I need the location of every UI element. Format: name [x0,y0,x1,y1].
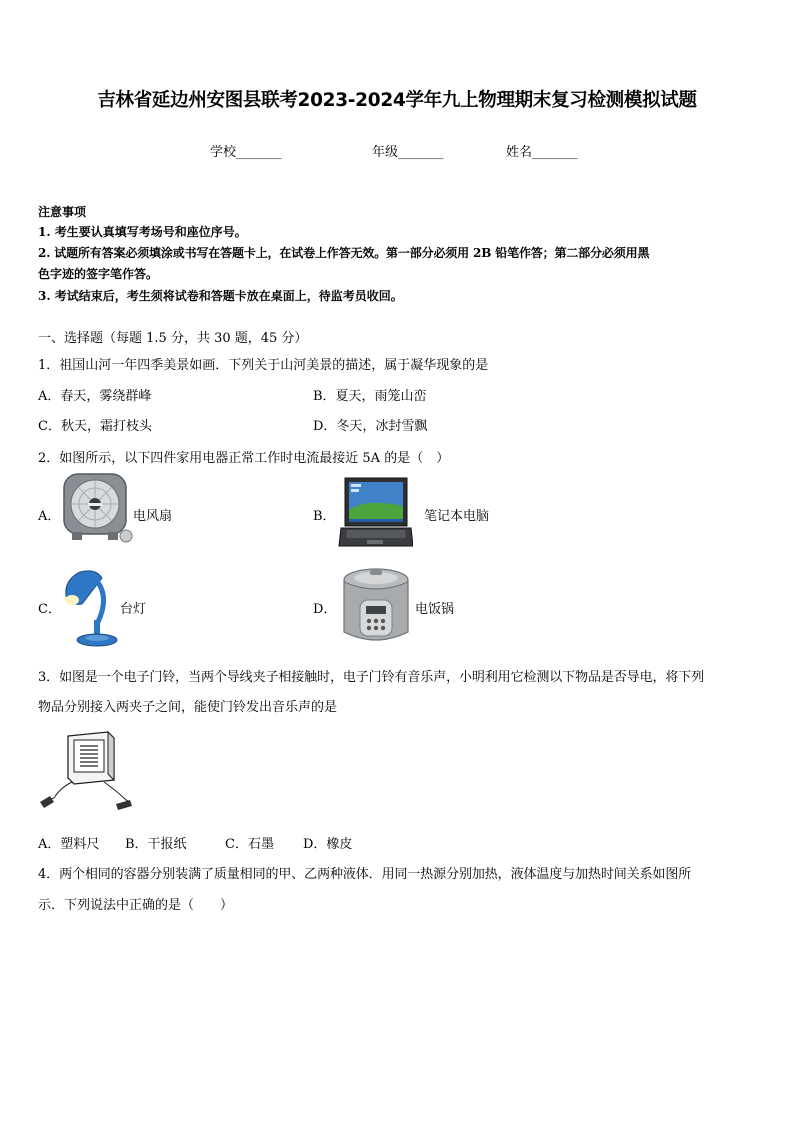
laptop-image [337,476,413,552]
question-2-stem: 2．如图所示，以下四件家用电器正常工作时电流最接近 5A 的是（ ） [38,451,450,466]
q3-option-c[interactable]: C．石墨 [225,837,274,852]
door-bell-image [38,728,138,816]
rice-cooker-image [340,566,412,648]
question-3-stem-cont: 物品分别接入两夹子之间，能使门铃发出音乐声的是 [38,700,338,715]
question-4-stem-cont: 示．下列说法中正确的是（ ） [38,898,234,913]
q3-option-d[interactable]: D．橡皮 [303,837,353,852]
desk-lamp-image [62,566,118,648]
question-1-stem: 1．祖国山河一年四季美景如画．下列关于山河美景的描述，属于凝华现象的是 [38,358,489,373]
q2-option-a-letter[interactable]: A． [38,509,61,524]
page-title: 吉林省延边州安图县联考2023-2024学年九上物理期末复习检测模拟试题 [97,90,697,111]
q2-option-d-letter[interactable]: D． [313,602,337,617]
q3-option-b[interactable]: B．干报纸 [125,837,187,852]
electric-fan-image [60,472,134,546]
notice-item: 1. 考生要认真填写考场号和座位序号。 [38,225,247,239]
grade-field[interactable]: 年级_______ [372,145,444,160]
notice-heading: 注意事项 [38,205,87,219]
q3-option-a[interactable]: A．塑料尺 [38,837,100,852]
q1-option-d[interactable]: D．冬天，冰封雪飘 [313,419,428,434]
notice-item: 色字迹的签字笔作答。 [38,267,159,281]
name-field[interactable]: 姓名_______ [506,145,578,160]
q2-option-a-label: 电风扇 [133,509,173,524]
question-3-stem: 3．如图是一个电子门铃，当两个导线夹子相接触时，电子门铃有音乐声，小明利用它检测以下物品是否导电，将下列 [38,670,705,685]
q2-option-b-label: 笔记本电脑 [424,509,490,524]
q2-option-b-letter[interactable]: B． [313,509,336,524]
q2-option-c-label: 台灯 [120,602,147,617]
section-heading: 一、选择题（每题 1.5 分，共 30 题，45 分） [38,331,308,346]
q1-option-b[interactable]: B．夏天，雨笼山峦 [313,389,427,404]
q2-option-d-label: 电饭锅 [415,602,455,617]
school-field[interactable]: 学校_______ [210,145,282,160]
q2-option-c-letter[interactable]: C． [38,602,61,617]
notice-item: 3. 考试结束后，考生须将试卷和答题卡放在桌面上，待监考员收回。 [38,289,403,303]
notice-item: 2. 试题所有答案必须填涂或书写在答题卡上，在试卷上作答无效。第一部分必须用 2B 铅笔作答；第二部分必须用黑 [38,246,650,260]
q1-option-a[interactable]: A．春天，雾绕群峰 [38,389,152,404]
question-4-stem: 4．两个相同的容器分别装满了质量相同的甲、乙两种液体．用同一热源分别加热，液体温度与加热时间关系如图所 [38,867,692,882]
q1-option-c[interactable]: C．秋天，霜打枝头 [38,419,152,434]
